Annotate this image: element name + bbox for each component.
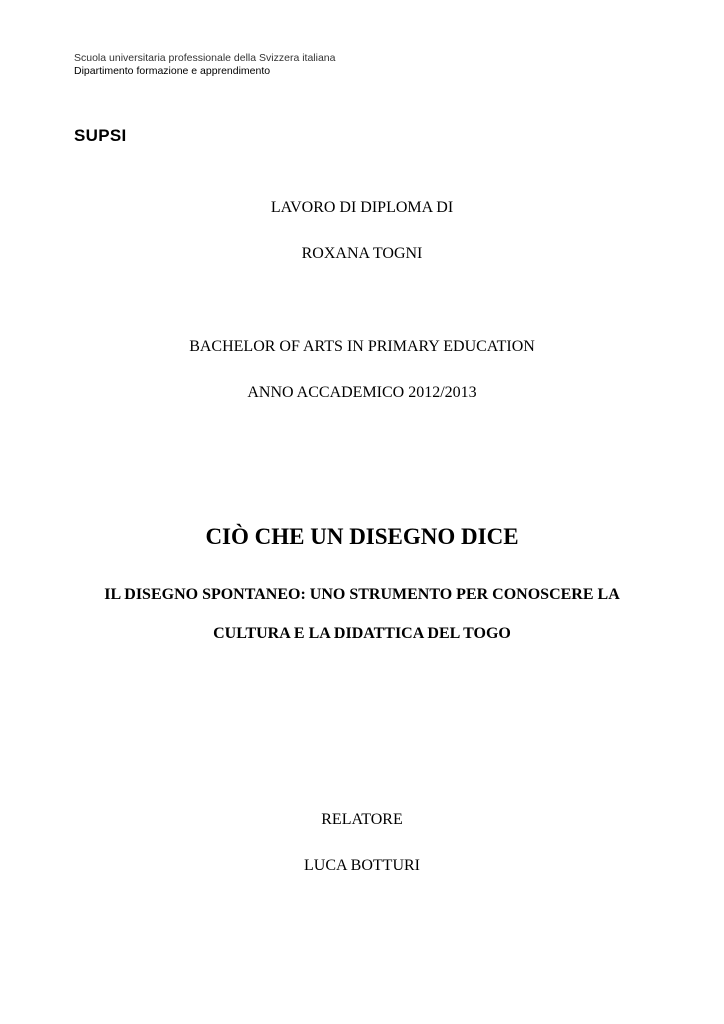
supervisor-label: RELATORE <box>321 811 403 828</box>
thesis-subtitle-line-1: IL DISEGNO SPONTANEO: UNO STRUMENTO PER CONOSCERE LA <box>104 586 620 603</box>
thesis-subtitle-line-2: CULTURA E LA DIDATTICA DEL TOGO <box>213 625 511 642</box>
degree-title: BACHELOR OF ARTS IN PRIMARY EDUCATION <box>189 338 535 355</box>
department-name: Dipartimento formazione e apprendimento <box>74 65 271 77</box>
author-name: ROXANA TOGNI <box>301 245 423 262</box>
institution-header <box>74 52 335 78</box>
supervisor-name: LUCA BOTTURI <box>304 857 420 874</box>
academic-year: ANNO ACCADEMICO 2012/2013 <box>247 384 477 401</box>
thesis-title: CIÒ CHE UN DISEGNO DICE <box>205 524 519 549</box>
supsi-logo: SUPSI <box>74 126 127 145</box>
work-type-label: LAVORO DI DIPLOMA DI <box>270 199 454 216</box>
institution-name: Scuola universitaria professionale della Svizzera italiana <box>74 52 336 64</box>
